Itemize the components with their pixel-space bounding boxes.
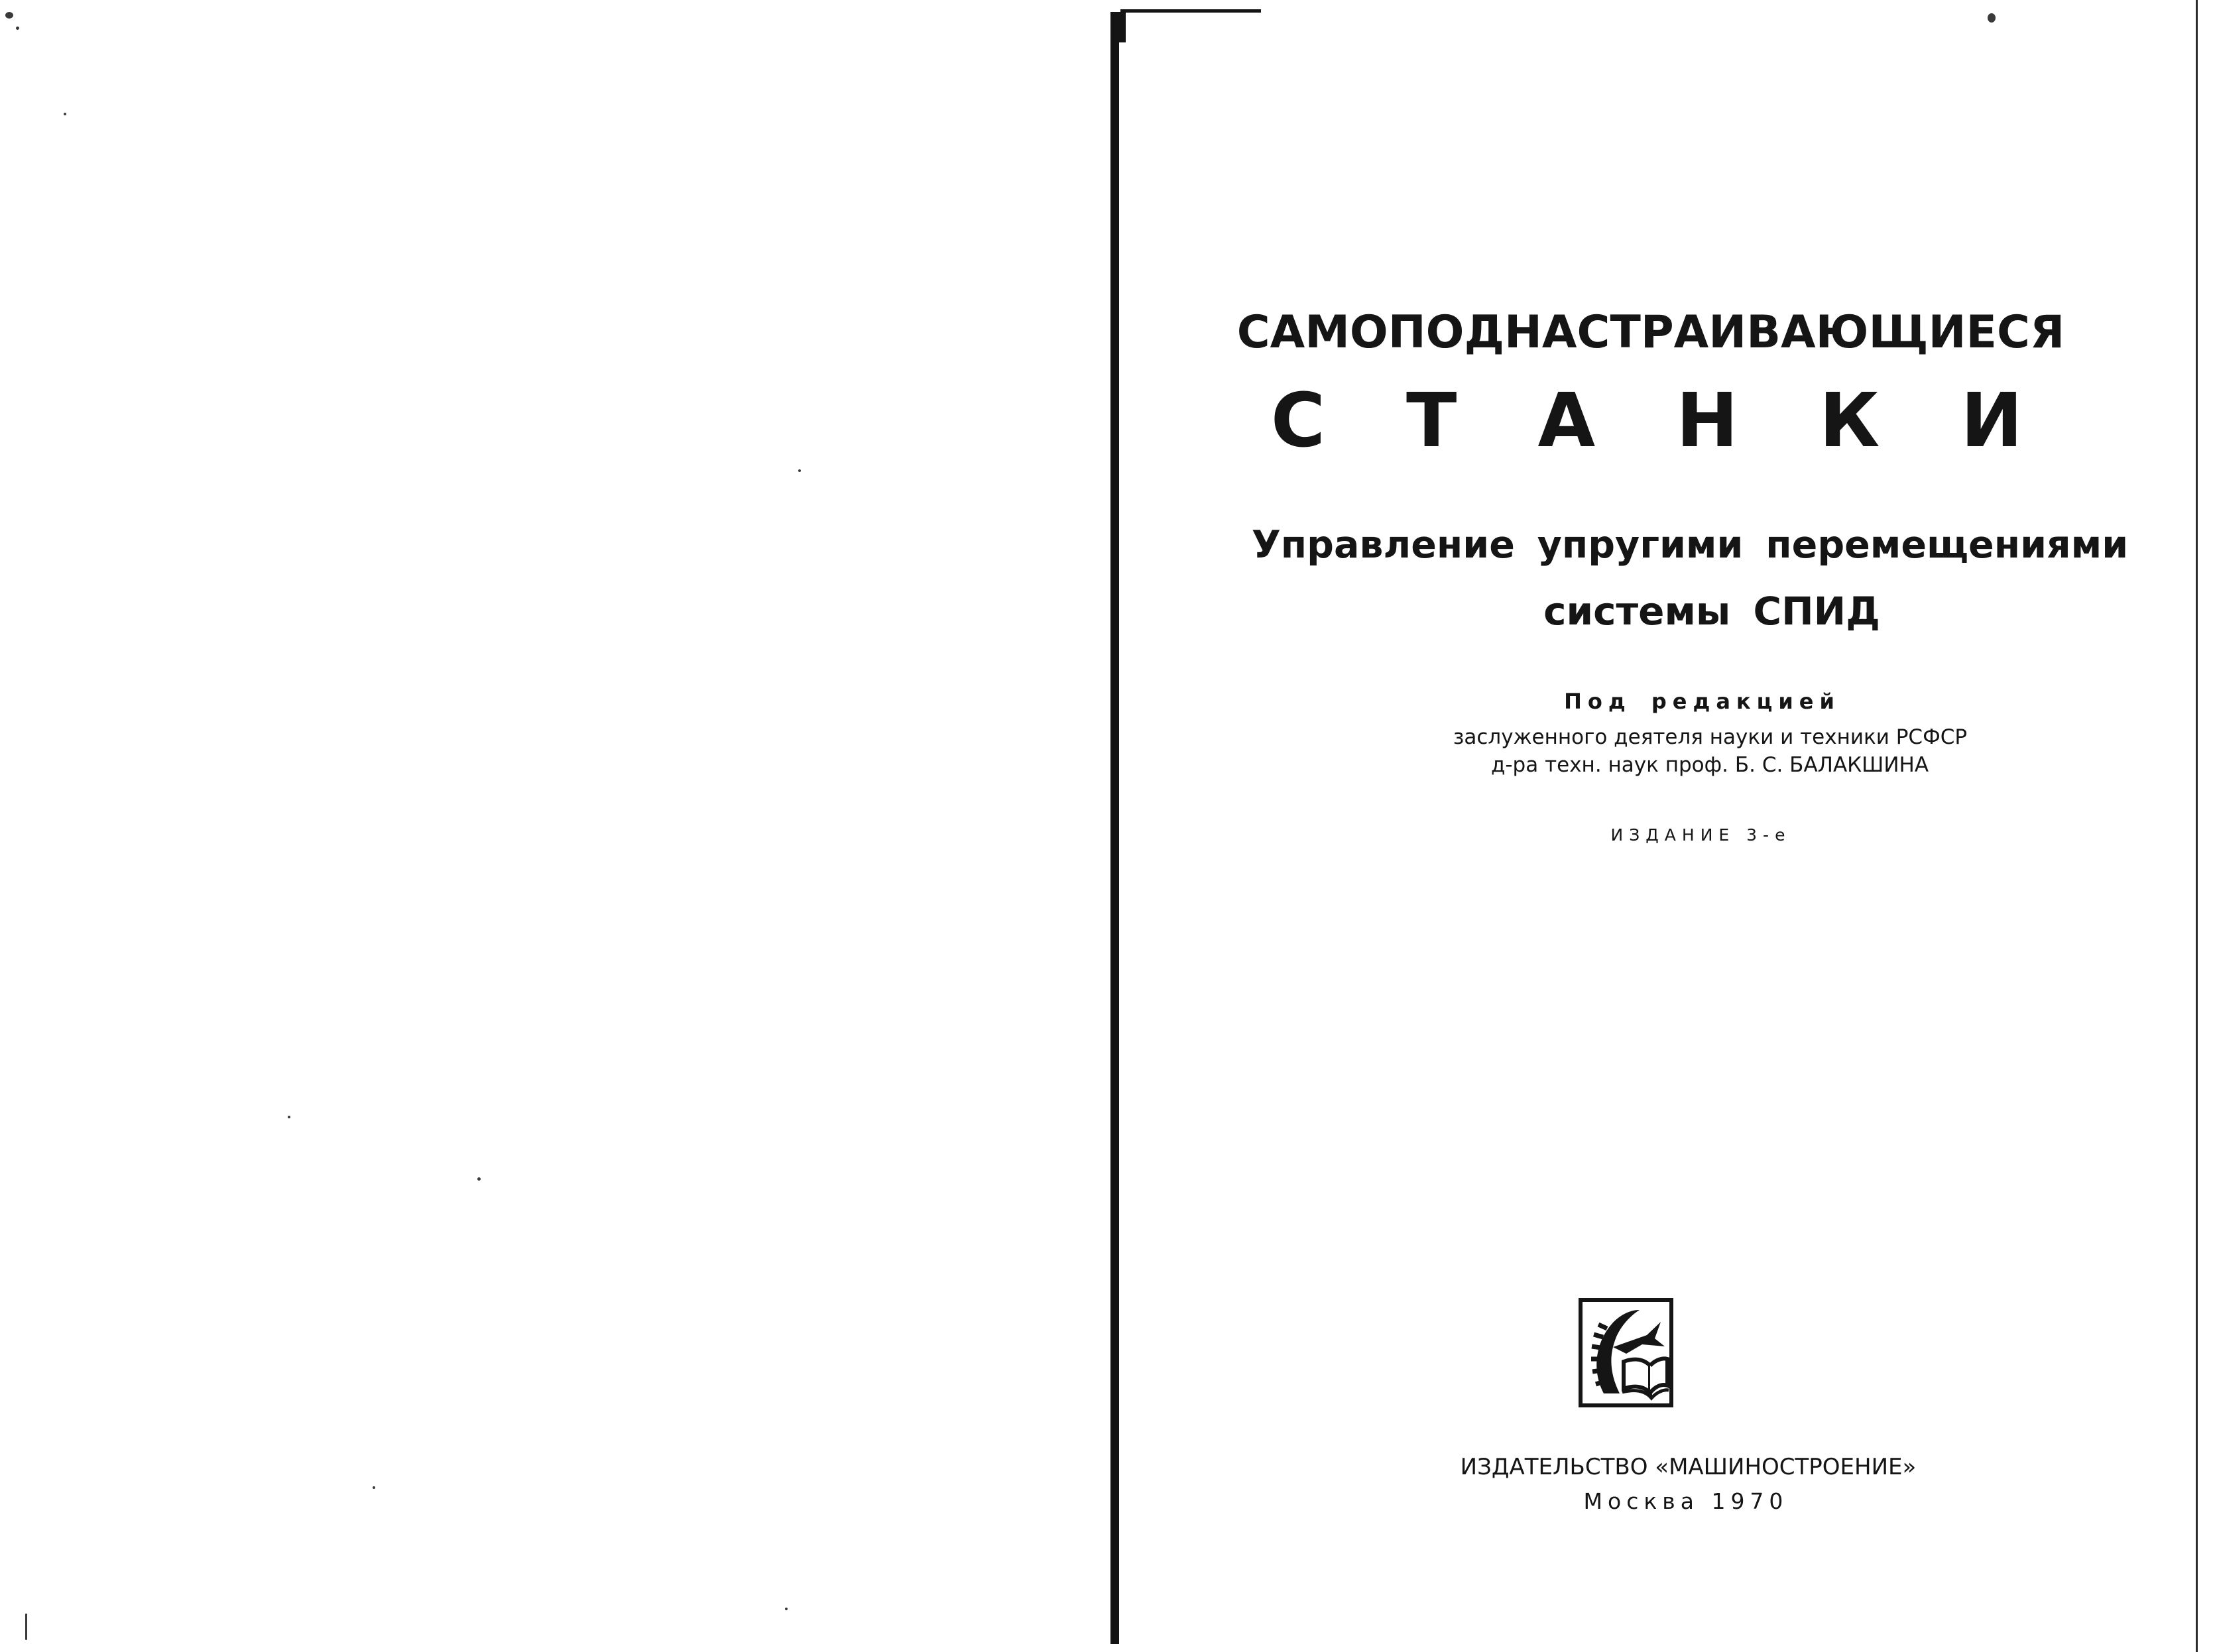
paper-speck	[16, 27, 19, 30]
paper-speck	[64, 113, 66, 115]
editor-credentials: заслуженного деятеля науки и техники РСФСР	[1453, 725, 1968, 749]
paper-speck	[288, 1116, 290, 1118]
publisher-name: ИЗДАТЕЛЬСТВО «МАШИНОСТРОЕНИЕ»	[1460, 1454, 1917, 1480]
editor-name: д-ра техн. наук проф. Б. С. БАЛАКШИНА	[1490, 753, 1929, 777]
paper-speck	[5, 12, 13, 19]
title-line-1: САМОПОДНАСТРАИВАЮЩИЕСЯ	[1236, 306, 2065, 359]
edition-label: ИЗДАНИЕ 3-е	[1610, 825, 1791, 845]
paper-speck	[785, 1608, 788, 1610]
subtitle-line-2: системы СПИД	[1543, 589, 1880, 634]
publisher-emblem-icon	[1579, 1298, 1673, 1407]
paper-speck	[477, 1177, 481, 1181]
paper-speck	[25, 1614, 27, 1640]
title-line-2: СТАНКИ	[1270, 378, 2104, 464]
subtitle-line-1: Управление упругими перемещениями	[1251, 523, 2129, 567]
paper-speck	[373, 1486, 375, 1489]
paper-speck	[798, 469, 801, 472]
editor-label: Под редакцией	[1564, 689, 1840, 714]
city-year: Москва 1970	[1583, 1488, 1789, 1514]
